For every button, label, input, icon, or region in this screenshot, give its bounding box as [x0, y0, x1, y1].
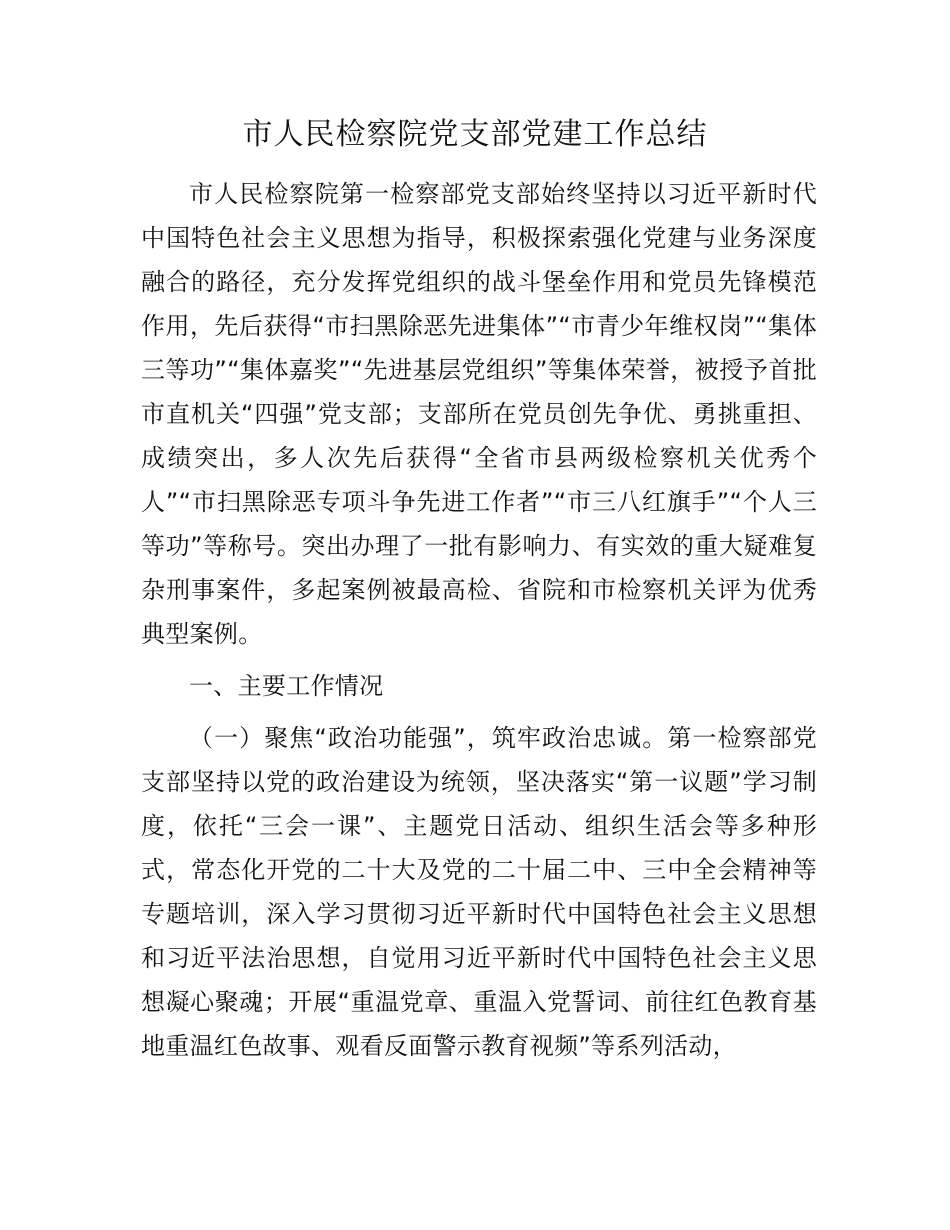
document-body: [141, 172, 817, 1068]
section-heading: 一、主要工作情况: [189, 672, 384, 700]
intro-paragraph: 市人民检察院第一检察部党支部始终坚持以习近平新时代中国特色社会主义思想为指导，积极探索强化党建与业务深度融合的路径，充分发挥党组织的战斗堡垒作用和党员先锋模范作用，先后获得“市扫黑除恶先进集体”“市青少年维权岗”“集体三等功”“集体嘉奖”“先进基层党组织”等集体荣誉，被授予首批市直机关“四强”党支部；支部所在党员创先争优、勇挑重担、成绩突出，多人次先后获得“全省市县两级检察机关优秀个人”“市扫黑除恶专项斗争先进工作者”“市三八红旗手”“个人三等功”等称号。突出办理了一批有影响力、有实效的重大疑难复杂刑事案件，多起案例被最高检、省院和市检察机关评为优秀典型案例。: [141, 180, 817, 648]
section-paragraph: （一）聚焦“政治功能强”，筑牢政治忠诚。第一检察部党支部坚持以党的政治建设为统领，坚决落实“第一议题”学习制度，依托“三会一课”、主题党日活动、组织生活会等多种形式，常态化开党的二十大及党的二十届二中、三中全会精神等专题培训，深入学习贯彻习近平新时代中国特色社会主义思想和习近平法治思想，自觉用习近平新时代中国特色社会主义思想凝心聚魂；开展“重温党章、重温入党誓词、前往红色教育基地重温红色故事、观看反面警示教育视频”等系列活动，: [141, 724, 817, 1060]
document-title: 市人民检察院党支部党建工作总结: [242, 117, 708, 152]
